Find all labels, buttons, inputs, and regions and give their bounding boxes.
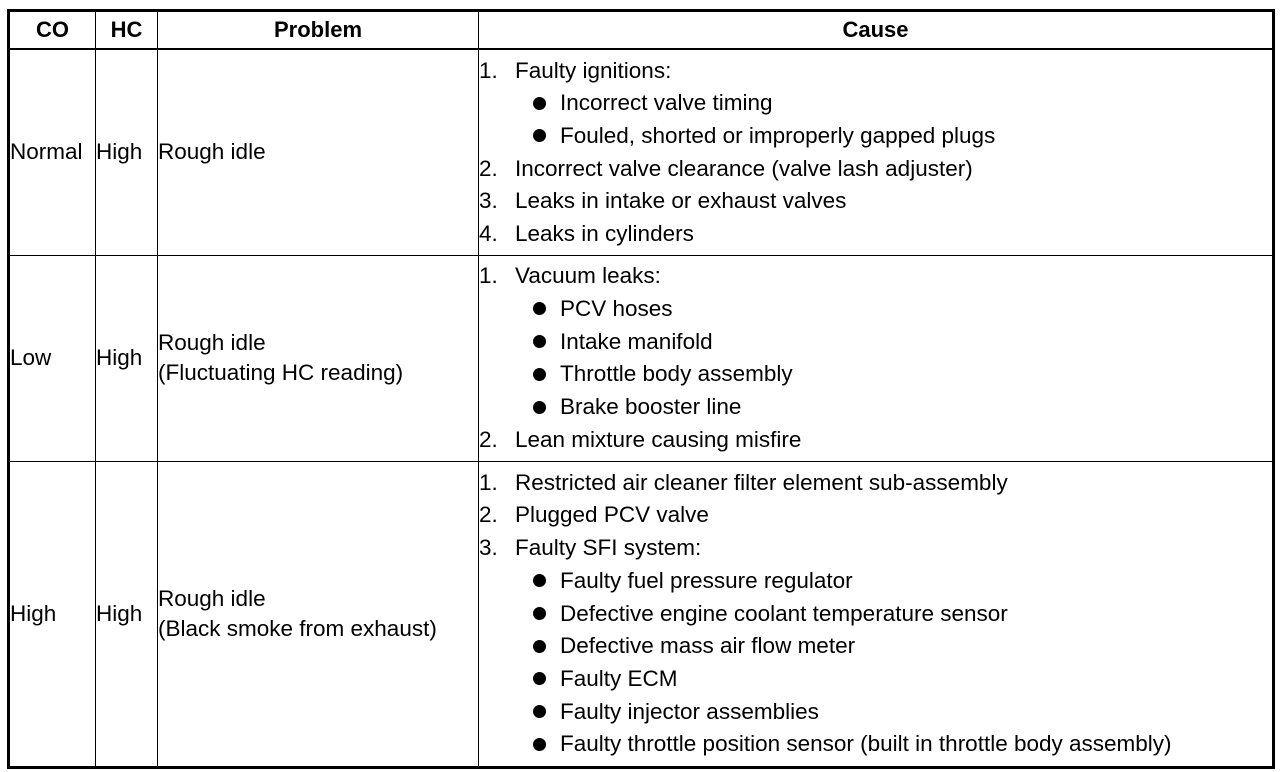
cause-text: Leaks in intake or exhaust valves xyxy=(515,188,847,214)
table-row xyxy=(9,49,1274,255)
table-body xyxy=(9,49,1274,767)
cause-sub-text: PCV hoses xyxy=(560,295,673,321)
cause-sub-text: Faulty fuel pressure regulator xyxy=(560,567,853,593)
problem-line: (Black smoke from exhaust) xyxy=(158,615,437,641)
cause-number: 2. xyxy=(479,155,498,181)
bullet-dot-icon xyxy=(533,574,546,587)
cause-sub-item xyxy=(479,564,1272,597)
cause-sub-text: Brake booster line xyxy=(560,394,742,420)
hc-cell: High xyxy=(96,49,158,255)
cause-item xyxy=(479,218,1272,251)
hc-cell: High xyxy=(96,255,158,461)
header-cause: Cause xyxy=(479,11,1274,50)
cause-text: Lean mixture causing misfire xyxy=(515,426,802,452)
cause-text: Vacuum leaks: xyxy=(515,263,661,289)
bullet-dot-icon xyxy=(533,738,546,751)
bullet-dot-icon xyxy=(533,368,546,381)
cause-number: 2. xyxy=(479,426,498,452)
header-co: CO xyxy=(9,11,96,50)
diagnosis-table xyxy=(7,9,1275,769)
cause-item xyxy=(479,260,1272,293)
hc-cell: High xyxy=(96,461,158,767)
table-row xyxy=(9,461,1274,767)
cause-number: 1. xyxy=(479,469,498,495)
problem-cell xyxy=(158,461,479,767)
cause-sub-text: Incorrect valve timing xyxy=(560,90,773,116)
cause-number: 3. xyxy=(479,188,498,214)
problem-cell xyxy=(158,255,479,461)
cause-sub-item xyxy=(479,728,1272,761)
bullet-dot-icon xyxy=(533,129,546,142)
cause-number: 2. xyxy=(479,502,498,528)
table-row xyxy=(9,255,1274,461)
cause-item xyxy=(479,499,1272,532)
co-cell: Low xyxy=(9,255,96,461)
problem-cell xyxy=(158,49,479,255)
problem-line: Rough idle xyxy=(158,330,266,355)
cause-sub-item xyxy=(479,358,1272,391)
cause-cell xyxy=(479,255,1274,461)
cause-number: 4. xyxy=(479,220,498,246)
cause-sub-text: Defective mass air flow meter xyxy=(560,633,856,659)
bullet-dot-icon xyxy=(533,672,546,685)
cause-sub-item xyxy=(479,87,1272,120)
cause-item xyxy=(479,466,1272,499)
cause-sub-text: Fouled, shorted or improperly gapped plugs xyxy=(560,122,996,148)
cause-sub-item xyxy=(479,391,1272,424)
cause-number: 1. xyxy=(479,263,498,289)
problem-line: Rough idle xyxy=(158,139,266,165)
co-cell: High xyxy=(9,461,96,767)
cause-text: Incorrect valve clearance (valve lash adjuster) xyxy=(515,155,973,181)
cause-sub-item xyxy=(479,630,1272,663)
cause-item xyxy=(479,532,1272,565)
cause-sub-text: Faulty ECM xyxy=(560,665,678,691)
cause-item xyxy=(479,185,1272,218)
problem-line: (Fluctuating HC reading) xyxy=(158,360,404,385)
cause-cell xyxy=(479,461,1274,767)
cause-sub-item xyxy=(479,293,1272,326)
bullet-dot-icon xyxy=(533,640,546,653)
cause-item xyxy=(479,423,1272,456)
cause-text: Faulty ignitions: xyxy=(515,57,672,83)
bullet-dot-icon xyxy=(533,302,546,315)
bullet-dot-icon xyxy=(533,97,546,110)
cause-sub-text: Intake manifold xyxy=(560,328,713,354)
cause-sub-text: Defective engine coolant temperature sensor xyxy=(560,600,1008,626)
bullet-dot-icon xyxy=(533,607,546,620)
cause-text: Plugged PCV valve xyxy=(515,502,709,528)
cause-sub-item xyxy=(479,597,1272,630)
header-row xyxy=(9,11,1274,50)
problem-line: Rough idle xyxy=(158,585,266,611)
cause-item xyxy=(479,54,1272,87)
cause-sub-item xyxy=(479,695,1272,728)
cause-text: Restricted air cleaner filter element sub-assembly xyxy=(515,469,1008,495)
header-hc: HC xyxy=(96,11,158,50)
cause-item xyxy=(479,152,1272,185)
bullet-dot-icon xyxy=(533,705,546,718)
cause-sub-item xyxy=(479,120,1272,153)
cause-text: Leaks in cylinders xyxy=(515,220,694,246)
cause-sub-text: Faulty throttle position sensor (built in throttle body assembly) xyxy=(560,731,1172,757)
cause-sub-text: Faulty injector assemblies xyxy=(560,698,819,724)
cause-sub-item xyxy=(479,325,1272,358)
cause-number: 1. xyxy=(479,57,498,83)
cause-number: 3. xyxy=(479,535,498,561)
co-cell: Normal xyxy=(9,49,96,255)
bullet-dot-icon xyxy=(533,335,546,348)
header-problem: Problem xyxy=(158,11,479,50)
cause-text: Faulty SFI system: xyxy=(515,535,702,561)
cause-sub-text: Throttle body assembly xyxy=(560,361,793,387)
cause-cell xyxy=(479,49,1274,255)
bullet-dot-icon xyxy=(533,401,546,414)
cause-sub-item xyxy=(479,663,1272,696)
